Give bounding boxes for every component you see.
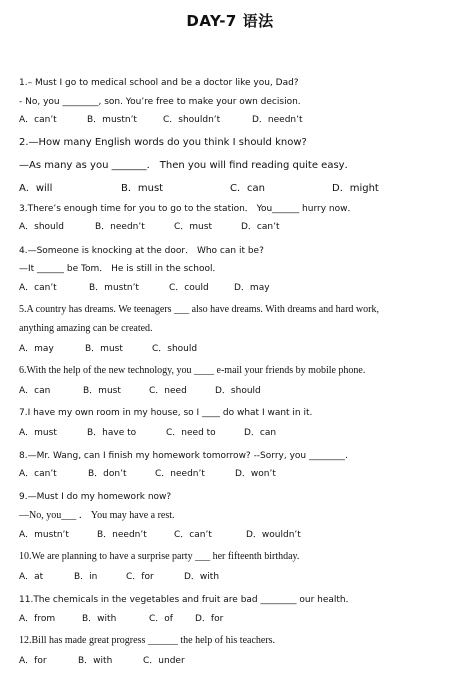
option-c: C．should — [152, 344, 198, 354]
question-2-stem: 2.—How many English words do you think I should know? — [19, 137, 307, 148]
question-9-options — [19, 529, 449, 541]
option-c: C．shouldn’t — [163, 115, 221, 125]
option-a: A．should — [19, 222, 64, 232]
option-b: B．must — [85, 344, 123, 354]
question-2-options — [19, 183, 449, 195]
option-c: C．must — [174, 222, 212, 232]
option-d: D．needn’t — [252, 115, 303, 125]
option-b: B．with — [82, 614, 117, 624]
question-1-stem: 1.– Must I go to medical school and be a doctor like you, Dad? — [19, 78, 299, 88]
question-7-options — [19, 427, 449, 439]
question-1-options — [19, 114, 449, 126]
question-1-answer-line: - No, you ________, son. You’re free to make your own decision. — [19, 97, 301, 107]
option-c: C．can’t — [174, 530, 212, 540]
option-b: B．needn’t — [95, 222, 145, 232]
option-b: B．must — [121, 183, 164, 194]
question-8-stem: 8.—Mr. Wang, can I finish my homework tomorrow? --Sorry, you ________. — [19, 451, 348, 461]
option-b: B．don’t — [88, 469, 127, 479]
option-d: D．for — [195, 614, 224, 624]
option-b: B．have to — [87, 428, 137, 438]
option-a: A．at — [19, 572, 44, 582]
option-b: B．mustn’t — [87, 115, 137, 125]
option-c: C．for — [126, 572, 154, 582]
option-d: D．might — [332, 183, 379, 194]
option-d: D．with — [184, 572, 220, 582]
option-c: C．need — [149, 386, 187, 396]
question-6-options — [19, 385, 449, 397]
option-c: C．need to — [166, 428, 216, 438]
question-7-stem: 7.I have my own room in my house, so I ____ do what I want in it. — [19, 408, 313, 418]
option-b: B．must — [83, 386, 121, 396]
option-b: B．in — [74, 572, 98, 582]
question-10-stem: 10.We are planning to have a surprise party ___ her fifteenth birthday. — [19, 551, 300, 562]
question-6-stem: 6.With the help of the new technology, you ____ e-mail your friends by mobile phone. — [19, 365, 366, 376]
question-5-options — [19, 343, 449, 355]
option-c: C．could — [169, 283, 209, 293]
option-a: A．mustn’t — [19, 530, 69, 540]
question-5-stem-continued: anything amazing can be created. — [19, 323, 153, 334]
option-d: D．should — [215, 386, 261, 396]
question-3-stem: 3.There’s enough time for you to go to the station． You______ hurry now． — [19, 204, 357, 214]
option-a: A．will — [19, 183, 53, 194]
question-2-answer-line: —As many as you _______． Then you will find reading quite easy． — [19, 160, 355, 171]
question-4-answer-line: —It ______ be Tom． He is still in the school． — [19, 264, 222, 274]
option-c: C．needn’t — [155, 469, 205, 479]
option-a: A．can’t — [19, 283, 57, 293]
question-9-stem: 9.—Must I do my homework now? — [19, 492, 172, 502]
option-c: C．of — [149, 614, 173, 624]
page-title: DAY-7 语法 — [186, 12, 274, 30]
option-d: D．wouldn’t — [246, 530, 301, 540]
question-12-stem: 12.Bill has made great progress ______ the help of his teachers. — [19, 635, 276, 646]
option-d: D．won’t — [235, 469, 276, 479]
option-a: A．may — [19, 344, 54, 354]
question-4-stem: 4.—Someone is knocking at the door． Who can it be? — [19, 246, 264, 256]
question-10-options — [19, 571, 449, 583]
question-9-answer-line: —No, you___ ． You may have a rest. — [19, 510, 175, 521]
option-d: D．can — [244, 428, 277, 438]
option-d: D．can’t — [241, 222, 280, 232]
option-a: A．can’t — [19, 469, 57, 479]
option-a: A．for — [19, 656, 47, 666]
option-a: A．from — [19, 614, 56, 624]
question-3-options — [19, 221, 449, 233]
option-a: A．can’t — [19, 115, 57, 125]
question-4-options — [19, 282, 449, 294]
question-12-options — [19, 655, 449, 667]
question-11-stem: 11.The chemicals in the vegetables and fruit are bad ________ our health． — [19, 595, 355, 605]
question-11-options — [19, 613, 449, 625]
question-5-stem: 5.A country has dreams. We teenagers ___ also have dreams. With dreams and hard work, — [19, 304, 379, 315]
option-c: C．can — [230, 183, 265, 194]
option-b: B．with — [78, 656, 113, 666]
option-d: D．may — [234, 283, 270, 293]
option-b: B．mustn’t — [89, 283, 139, 293]
option-a: A．can — [19, 386, 51, 396]
option-c: C．under — [143, 656, 185, 666]
option-b: B．needn’t — [97, 530, 147, 540]
option-a: A．must — [19, 428, 57, 438]
question-8-options — [19, 468, 449, 480]
